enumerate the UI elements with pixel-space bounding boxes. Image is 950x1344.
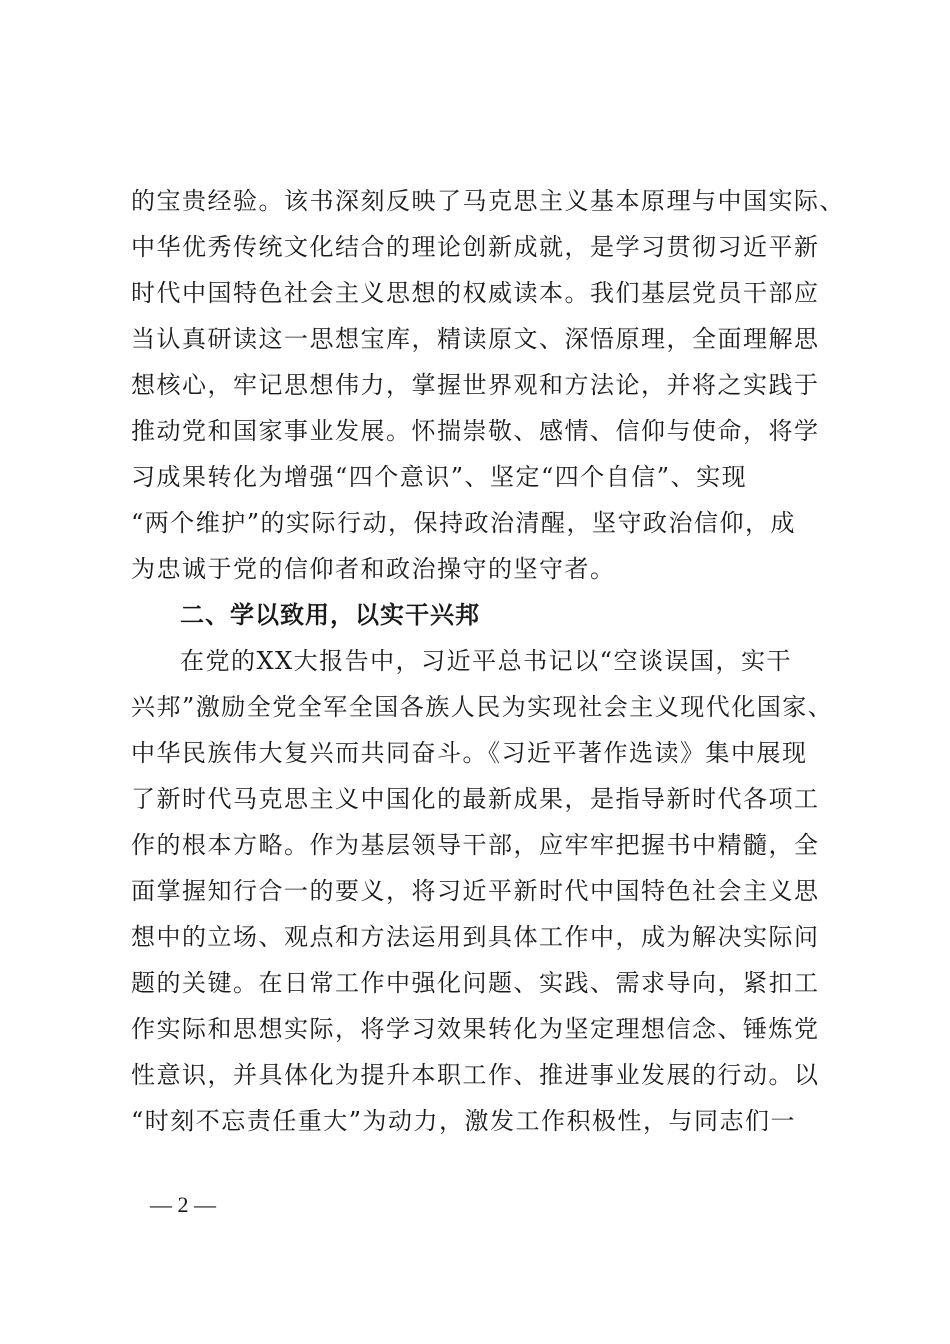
body-text-line: 习成果转化为增强“四个意识”、坚定“四个自信”、实现	[131, 463, 748, 491]
body-text-line: 中华民族伟大复兴而共同奋斗。《习近平著作选读》集中展现	[131, 739, 808, 767]
body-text-line: 想中的立场、观点和方法运用到具体工作中，成为解决实际问	[131, 923, 820, 951]
body-text-line: 在党的XX大报告中，习近平总书记以“空谈误国，实干	[180, 647, 792, 675]
body-text-line: 为忠诚于党的信仰者和政治操守的坚守者。	[131, 555, 616, 583]
section-heading: 二、学以致用，以实干兴邦	[180, 601, 480, 629]
body-text-line: 想核心，牢记思想伟力，掌握世界观和方法论，并将之实践于	[131, 371, 820, 399]
page-number: — 2 —	[150, 1192, 216, 1217]
body-text-line: 时代中国特色社会主义思想的权威读本。我们基层党员干部应	[131, 279, 820, 307]
body-text-line: “时刻不忘责任重大”为动力，激发工作积极性，与同志们一	[131, 1107, 797, 1135]
body-text-line: 面掌握知行合一的要义，将习近平新时代中国特色社会主义思	[131, 877, 820, 905]
body-text-line: 题的关键。在日常工作中强化问题、实践、需求导向，紧扣工	[131, 969, 820, 997]
body-text-line: 作实际和思想实际，将学习效果转化为坚定理想信念、锤炼党	[131, 1015, 820, 1043]
body-text-line: 了新时代马克思主义中国化的最新成果，是指导新时代各项工	[131, 785, 820, 813]
body-text-line: 的宝贵经验。该书深刻反映了马克思主义基本原理与中国实际、	[131, 187, 845, 215]
body-text-line: 性意识，并具体化为提升本职工作、推进事业发展的行动。以	[131, 1061, 820, 1089]
body-text-line: “两个维护”的实际行动，保持政治清醒，坚守政治信仰，成	[131, 509, 797, 537]
body-text-line: 推动党和国家事业发展。怀揣崇敬、感情、信仰与使命，将学	[131, 417, 820, 445]
body-text-line: 当认真研读这一思想宝库，精读原文、深悟原理，全面理解思	[131, 325, 820, 353]
body-text-line: 作的根本方略。作为基层领导干部，应牢牢把握书中精髓，全	[131, 831, 820, 859]
body-text-line: 中华优秀传统文化结合的理论创新成就，是学习贯彻习近平新	[131, 233, 820, 261]
body-text-line: 兴邦”激励全党全军全国各族人民为实现社会主义现代化国家、	[131, 693, 834, 721]
